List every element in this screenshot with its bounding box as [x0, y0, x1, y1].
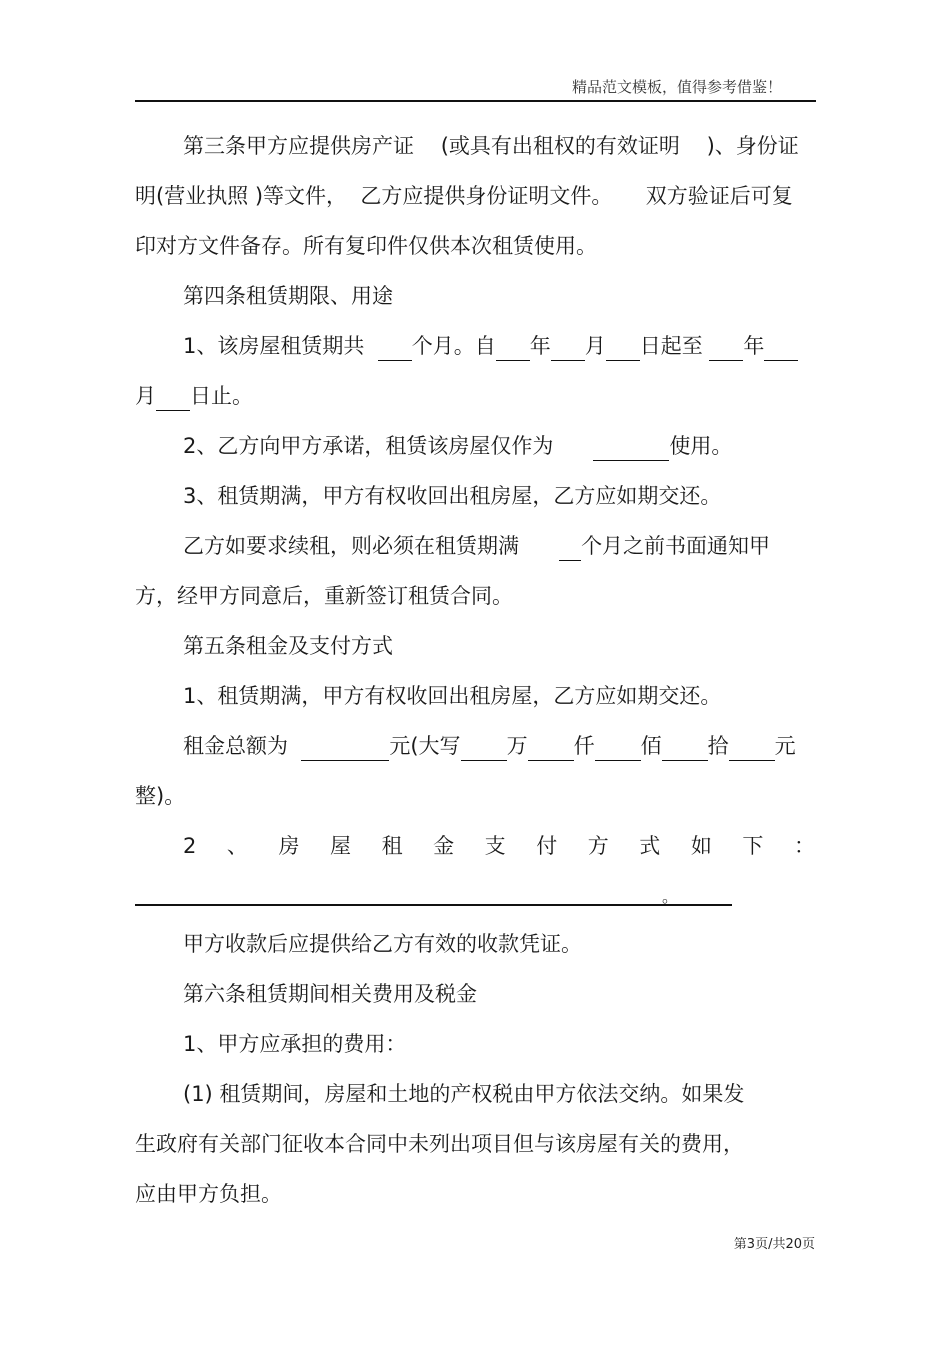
blank-yuan	[729, 738, 775, 761]
article6-heading: 第六条租赁期间相关费用及税金	[183, 982, 477, 1006]
receipt-line: 甲方收款后应提供给乙方有效的收款凭证。	[183, 932, 582, 956]
blank-qian	[528, 738, 574, 761]
article5-heading: 第五条租金及支付方式	[183, 634, 393, 658]
blank-payment-method	[135, 904, 732, 906]
pay-char: 2	[183, 834, 197, 858]
pay-char: 如	[690, 834, 712, 858]
blank-wan	[461, 738, 507, 761]
text-segment: 年	[529, 334, 551, 358]
blank-usage	[593, 438, 669, 461]
text-segment: 1、该房屋租赁期共	[183, 334, 378, 358]
pay-char: 式	[639, 834, 661, 858]
text-segment: 月	[135, 384, 156, 408]
article3-line3: 印对方文件备存。所有复印件仅供本次租赁使用。	[135, 234, 597, 258]
blank-notice-months	[559, 538, 581, 561]
text-segment: 个月。自	[411, 334, 496, 358]
blank-end-month	[764, 338, 798, 361]
text-segment: 年	[743, 334, 765, 358]
pay-char: 房	[278, 834, 300, 858]
pay-char: 租	[381, 834, 403, 858]
article6-item1: 1、甲方应承担的费用：	[183, 1032, 407, 1056]
page-header: 精品范文模板，值得参考借鉴！	[571, 78, 782, 96]
pay-char: 付	[536, 834, 558, 858]
text-segment: 万	[506, 734, 528, 758]
text-segment: 使用。	[669, 434, 733, 458]
blank-bai	[595, 738, 641, 761]
article3-line1: 第三条甲方应提供房产证 (或具有出租权的有效证明 )、身份证	[183, 134, 799, 158]
blank-end-day	[156, 388, 190, 411]
text-segment: 乙方如要求续租，则必须在租赁期满	[183, 534, 560, 558]
rent-total-line2: 整)。	[135, 784, 186, 808]
text-segment: 拾	[707, 734, 729, 758]
pay-char: ：	[793, 834, 815, 858]
text-segment: 个月之前书面通知甲	[581, 534, 771, 558]
blank-start-year	[496, 338, 530, 361]
article6-clause1-line1: (1) 租赁期间，房屋和土地的产权税由甲方依法交纳。如果发	[183, 1082, 745, 1106]
blank-rent-amount	[301, 738, 389, 761]
text-segment: 元	[774, 734, 796, 758]
pay-char: 支	[484, 834, 506, 858]
text-segment: 月	[584, 334, 606, 358]
renewal-line1	[183, 531, 770, 561]
text-segment: 2、乙方向甲方承诺，租赁该房屋仅作为	[183, 434, 594, 458]
article4-item1-line1	[183, 331, 798, 361]
pay-char: 下	[742, 834, 764, 858]
text-segment: 佰	[640, 734, 662, 758]
article5-item1: 1、租赁期满，甲方有权收回出租房屋，乙方应如期交还。	[183, 684, 722, 708]
pay-char: 方	[587, 834, 609, 858]
text-segment: 元(大写	[389, 734, 461, 758]
pay-char: 金	[433, 834, 455, 858]
blank-end-year	[709, 338, 743, 361]
article6-clause1-line3: 应由甲方负担。	[135, 1182, 282, 1206]
pay-char: 、	[226, 834, 248, 858]
text-segment: 日起至	[639, 334, 710, 358]
text-segment: 仟	[573, 734, 595, 758]
blank-months	[378, 338, 412, 361]
blank-start-month	[551, 338, 585, 361]
rent-total-line1	[183, 731, 796, 761]
payment-end-mark: 。	[662, 887, 679, 906]
text-segment: 日止。	[190, 384, 253, 408]
pay-char: 屋	[330, 834, 352, 858]
renewal-line2: 方，经甲方同意后，重新签订租赁合同。	[135, 584, 513, 608]
text-segment: 租金总额为	[183, 734, 302, 758]
blank-start-day	[606, 338, 640, 361]
article4-item1-line2	[135, 381, 253, 411]
article4-item3: 3、租赁期满，甲方有权收回出租房屋，乙方应如期交还。	[183, 484, 722, 508]
blank-shi	[662, 738, 708, 761]
article4-item2	[183, 431, 732, 461]
article4-heading: 第四条租赁期限、用途	[183, 284, 393, 308]
article3-line2: 明(营业执照 )等文件， 乙方应提供身份证明文件。 双方验证后可复	[135, 184, 793, 208]
article6-clause1-line2: 生政府有关部门征收本合同中未列出项目但与该房屋有关的费用，	[135, 1132, 744, 1156]
header-rule	[135, 100, 816, 102]
page-number: 第3页/共20页	[733, 1237, 815, 1252]
payment-method-line	[183, 831, 815, 861]
